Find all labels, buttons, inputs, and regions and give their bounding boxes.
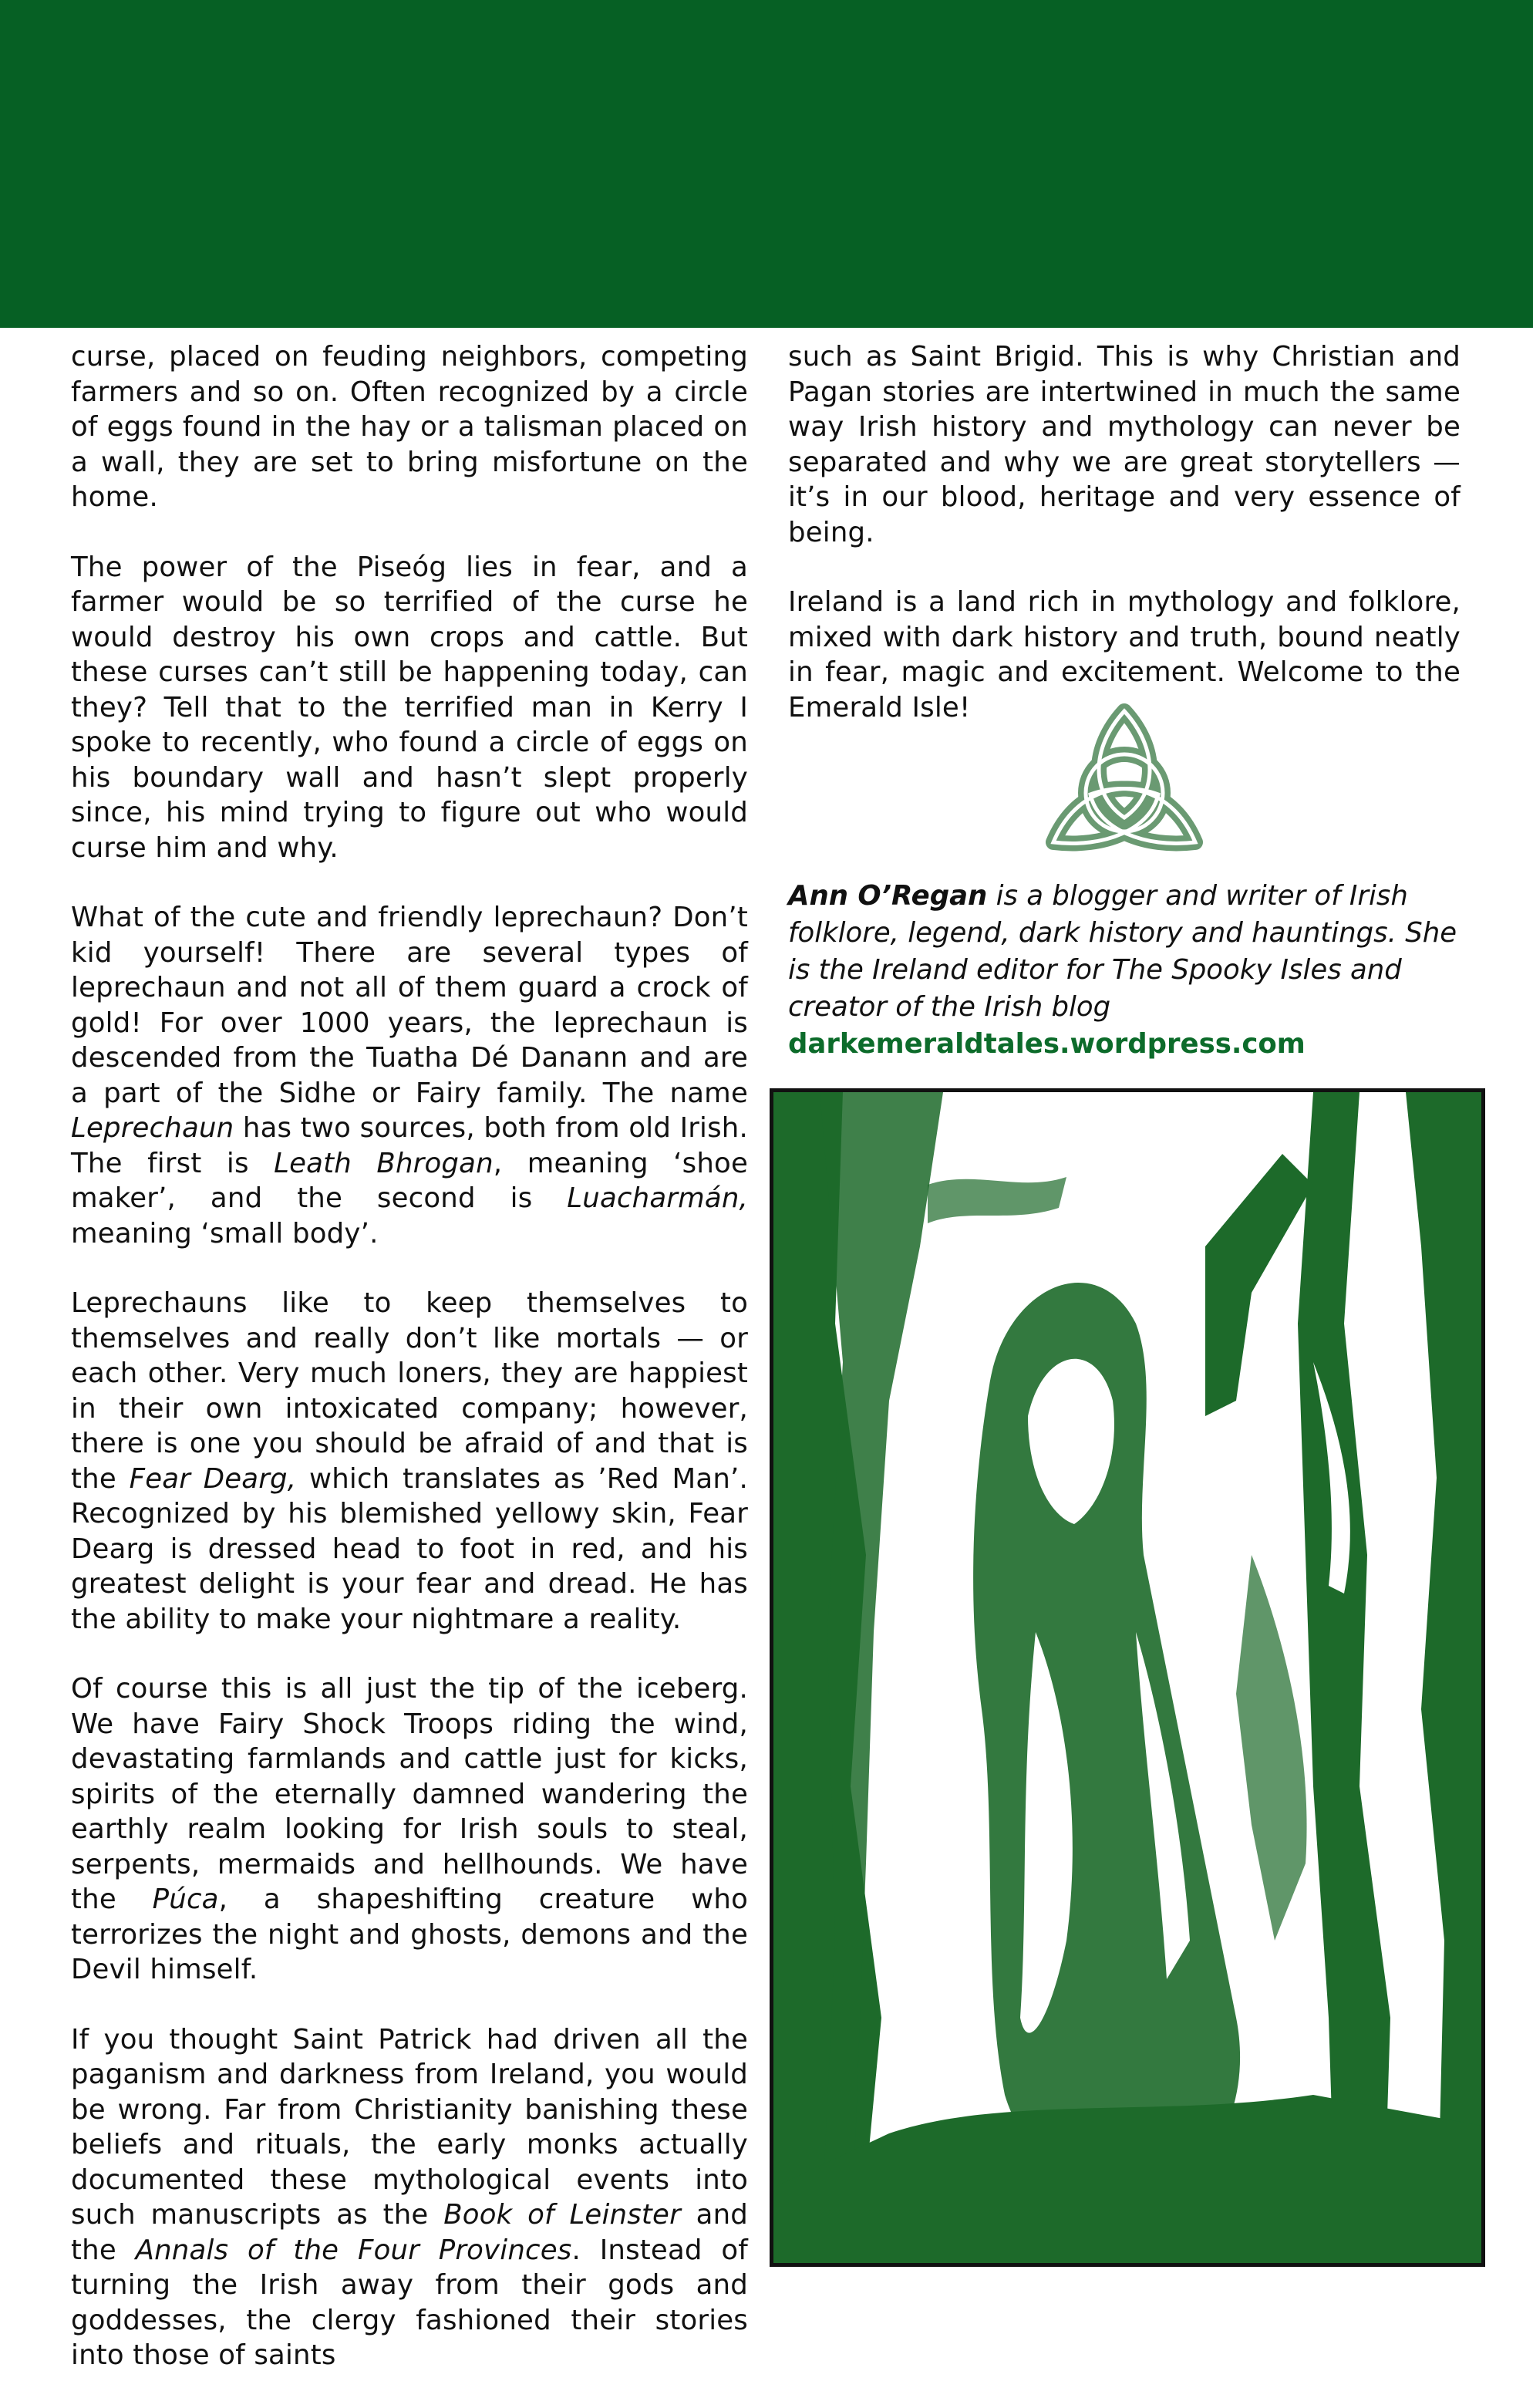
- hooded-figure-illustration: [770, 1088, 1485, 2267]
- blog-link[interactable]: darkemeraldtales.wordpress.com: [788, 1028, 1306, 1060]
- text-run: Leprechauns like to keep themselves to themselves and really don’t like mortals — or each other. Very much loners, they are happiest in their own intoxicated company; however, there is one you should be afraid of and that is the: [71, 1287, 748, 1495]
- italic-term: Púca: [152, 1884, 219, 1915]
- text-run: Of course this is all just the tip of the iceberg. We have Fairy Shock Troops riding the wind, devastating farmlands and cattle just for kicks, spirits of the eternally damned wandering the earthly realm looking for Irish souls to steal, serpents, mermaids and hellhounds. We have the: [71, 1673, 748, 1915]
- paragraph-piseog-fear: The power of the Piseóg lies in fear, and a farmer would be so terrified of the curse he would destroy his own crops and cattle. But these curses can’t still be happening today, can they? Tell that to the terrified man in Kerry I spoke to recently, who found a circle of eggs on his boundary wall and hasn’t slept properly since, his mind trying to figure out who would curse him and why.: [71, 551, 748, 864]
- text-run: has two sources, both from old Irish. The first is: [71, 1112, 748, 1179]
- paragraph-saint-patrick: [71, 2022, 748, 2373]
- italic-term: Book of Leinster: [443, 2199, 681, 2231]
- text-run: which translates as ’Red Man’. Recognized by his blemished yellowy skin, Fear Dearg is dressed head to foot in red, and his greatest delight is your fear and dread. He has the ability to make your nightmare a reality.: [71, 1462, 748, 1635]
- italic-term: Fear Dearg,: [129, 1462, 297, 1495]
- paragraph-tip-of-iceberg: [71, 1671, 748, 1988]
- left-column: [71, 339, 748, 2408]
- italic-term: Annals of the Four Provinces: [135, 2234, 572, 2266]
- text-run: , meaning ‘shoe maker’, and the second is: [71, 1147, 749, 1214]
- text-run: meaning ‘small body’.: [71, 1217, 379, 1250]
- text-run: . Instead of turning the Irish away from their gods and goddesses, the clergy fashioned their stories into those of saints: [71, 2234, 748, 2371]
- triquetra-knot-icon: [1043, 702, 1206, 856]
- paragraph-leprechaun: [71, 900, 748, 1251]
- italic-term: Leath Bhrogan: [274, 1147, 494, 1179]
- text-run: and the: [71, 2199, 749, 2266]
- paragraph-fear-dearg: [71, 1286, 748, 1637]
- header-banner: [0, 0, 1533, 328]
- paragraph-piseog-curse: curse, placed on feuding neighbors, competing farmers and so on. Often recognized by a circle of eggs found in the hay or a talisman placed on a wall, they are set to bring misfortune on the home.: [71, 341, 748, 513]
- italic-term: Leprechaun: [71, 1112, 234, 1144]
- bio-text: is a blogger and writer of Irish folklore, legend, dark history and hauntings. She is the Ireland editor for The Spooky Isles and creator of the Irish blog: [788, 880, 1457, 1023]
- paragraph-saint-brigid: such as Saint Brigid. This is why Christian and Pagan stories are intertwined in much the same way Irish history and mythology can never be separated and why we are great storytellers — it’s in our blood, heritage and very essence of being.: [788, 341, 1461, 548]
- text-run: , a shapeshifting creature who terrorizes the night and ghosts, demons and the Devil himself.: [71, 1884, 748, 1985]
- right-column: [788, 339, 1461, 760]
- author-bio: [788, 878, 1461, 1063]
- text-run: What of the cute and friendly leprechaun? Don’t kid yourself! There are several types of leprechaun and not all of them guard a crock of gold! For over 1000 years, the leprechaun is descended from the Tuatha Dé Danann and are a part of the Sidhe or Fairy family. The name: [71, 902, 748, 1109]
- italic-term: Luacharmán,: [567, 1182, 748, 1214]
- author-name: Ann O’Regan: [788, 880, 988, 912]
- paragraph-emerald-isle: Ireland is a land rich in mythology and folklore, mixed with dark history and truth, bound neatly in fear, magic and excitement. Welcome to the Emerald Isle!: [788, 586, 1461, 723]
- text-run: If you thought Saint Patrick had driven all the paganism and darkness from Ireland, you would be wrong. Far from Christianity banishing these beliefs and rituals, the early monks actually documented these mythological events into such manuscripts as the: [71, 2023, 748, 2231]
